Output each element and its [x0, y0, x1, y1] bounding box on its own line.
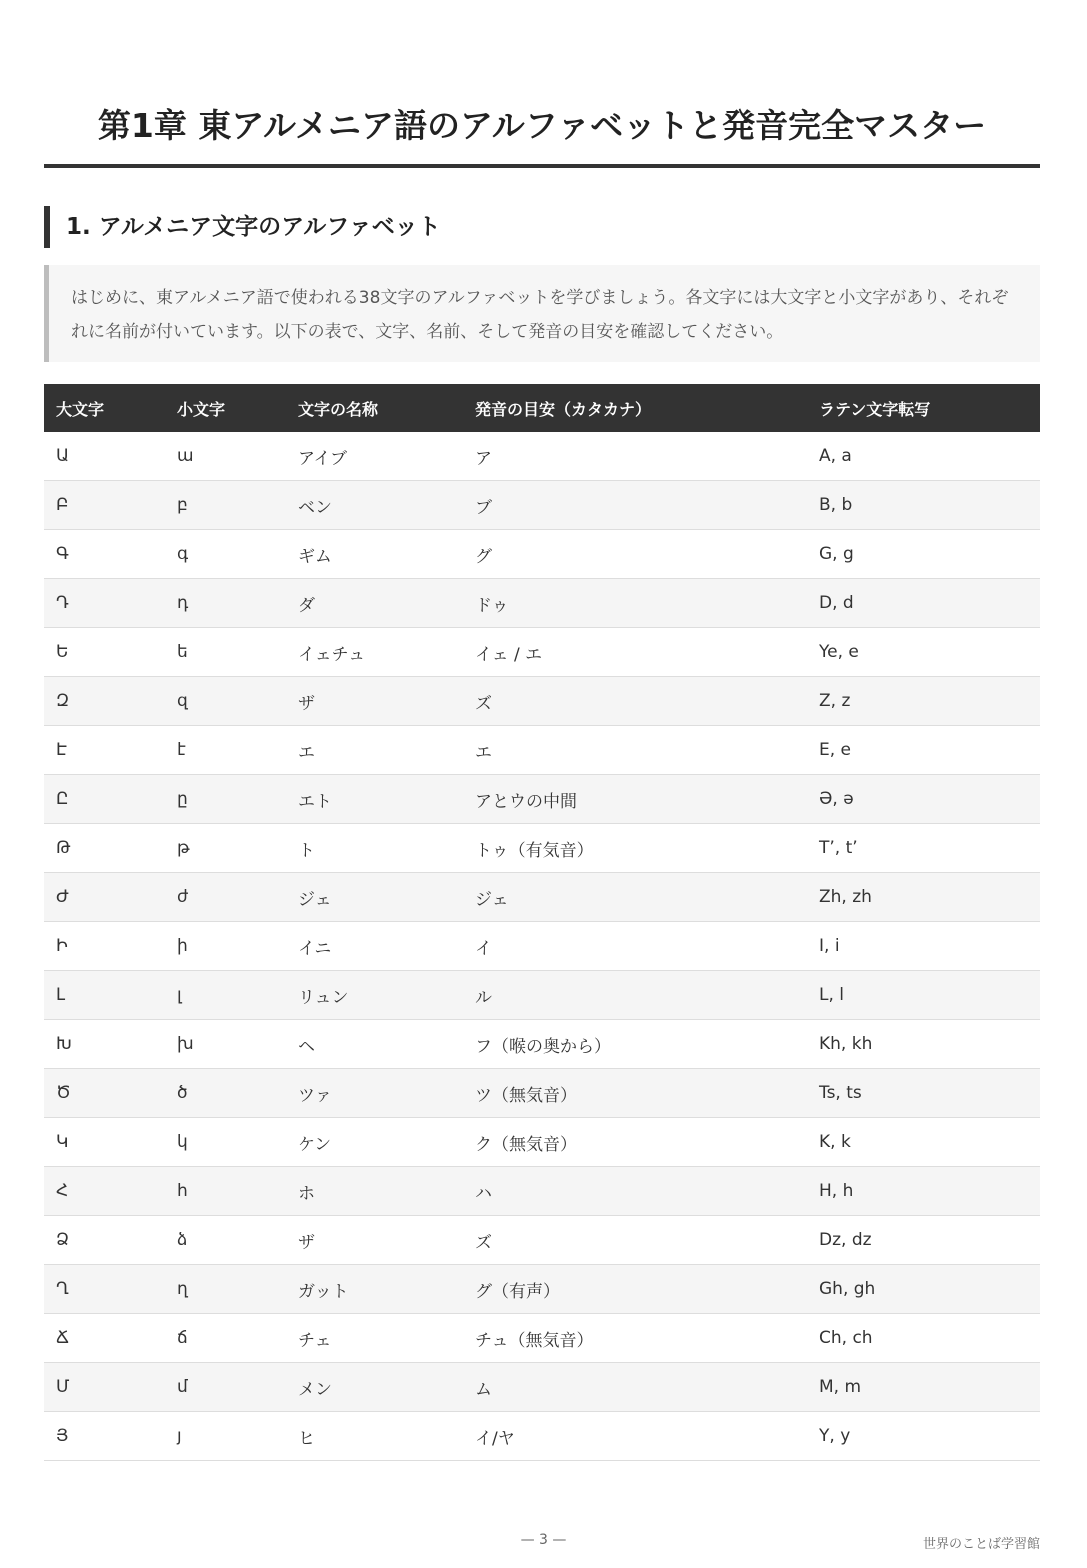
- cell-uppercase: Ժ: [44, 873, 165, 922]
- cell-uppercase: Է: [44, 726, 165, 775]
- cell-transliteration: Z, z: [807, 677, 1040, 726]
- cell-letter-name: ジェ: [286, 873, 463, 922]
- cell-transliteration: D, d: [807, 579, 1040, 628]
- cell-uppercase: Ծ: [44, 1069, 165, 1118]
- cell-pronunciation: ム: [463, 1363, 807, 1412]
- cell-pronunciation: ハ: [463, 1167, 807, 1216]
- cell-pronunciation: ツ（無気音）: [463, 1069, 807, 1118]
- cell-lowercase: լ: [165, 971, 286, 1020]
- cell-lowercase: ի: [165, 922, 286, 971]
- table-row: [44, 579, 1040, 628]
- cell-lowercase: խ: [165, 1020, 286, 1069]
- table-row: [44, 1118, 1040, 1167]
- cell-pronunciation: トゥ（有気音）: [463, 824, 807, 873]
- intro-note: はじめに、東アルメニア語で使われる38文字のアルファベットを学びましょう。各文字には大文字と小文字があり、それぞれに名前が付いています。以下の表で、文字、名前、そして発音の目安を確認してください。: [44, 265, 1040, 362]
- table-header-row: [44, 384, 1040, 432]
- table-row: [44, 873, 1040, 922]
- header-lowercase: 小文字: [177, 399, 226, 419]
- table-row: [44, 971, 1040, 1020]
- cell-letter-name: エト: [286, 775, 463, 824]
- table-row: [44, 775, 1040, 824]
- cell-pronunciation: ズ: [463, 1216, 807, 1265]
- cell-lowercase: դ: [165, 579, 286, 628]
- cell-lowercase: է: [165, 726, 286, 775]
- cell-transliteration: B, b: [807, 481, 1040, 530]
- cell-transliteration: Y, y: [807, 1412, 1040, 1461]
- cell-letter-name: ギム: [286, 530, 463, 579]
- header-transliteration: ラテン文字転写: [819, 399, 931, 419]
- cell-uppercase: Կ: [44, 1118, 165, 1167]
- cell-letter-name: ヒ: [286, 1412, 463, 1461]
- table-row: [44, 1216, 1040, 1265]
- cell-letter-name: ヘ: [286, 1020, 463, 1069]
- cell-lowercase: զ: [165, 677, 286, 726]
- cell-pronunciation: イェ / エ: [463, 628, 807, 677]
- cell-lowercase: ծ: [165, 1069, 286, 1118]
- cell-letter-name: ザ: [286, 1216, 463, 1265]
- cell-lowercase: հ: [165, 1167, 286, 1216]
- table-row: [44, 1265, 1040, 1314]
- header-letter-name: 文字の名称: [298, 399, 379, 419]
- cell-pronunciation: ア: [463, 432, 807, 481]
- cell-letter-name: イニ: [286, 922, 463, 971]
- cell-lowercase: բ: [165, 481, 286, 530]
- cell-lowercase: ը: [165, 775, 286, 824]
- table-row: [44, 432, 1040, 481]
- table-row: [44, 1314, 1040, 1363]
- cell-transliteration: K, k: [807, 1118, 1040, 1167]
- cell-lowercase: մ: [165, 1363, 286, 1412]
- table-row: [44, 530, 1040, 579]
- cell-uppercase: Յ: [44, 1412, 165, 1461]
- cell-uppercase: Ի: [44, 922, 165, 971]
- cell-transliteration: Ye, e: [807, 628, 1040, 677]
- cell-letter-name: ベン: [286, 481, 463, 530]
- cell-lowercase: ե: [165, 628, 286, 677]
- cell-lowercase: կ: [165, 1118, 286, 1167]
- cell-lowercase: ղ: [165, 1265, 286, 1314]
- cell-transliteration: T’, t’: [807, 824, 1040, 873]
- cell-uppercase: Ը: [44, 775, 165, 824]
- cell-uppercase: Ճ: [44, 1314, 165, 1363]
- table-row: [44, 726, 1040, 775]
- cell-letter-name: リュン: [286, 971, 463, 1020]
- cell-letter-name: ト: [286, 824, 463, 873]
- cell-letter-name: ザ: [286, 677, 463, 726]
- cell-lowercase: ճ: [165, 1314, 286, 1363]
- table-row: [44, 628, 1040, 677]
- cell-pronunciation: グ: [463, 530, 807, 579]
- table-row: [44, 1363, 1040, 1412]
- cell-pronunciation: フ（喉の奥から）: [463, 1020, 807, 1069]
- cell-letter-name: チェ: [286, 1314, 463, 1363]
- cell-pronunciation: ブ: [463, 481, 807, 530]
- table-row: [44, 481, 1040, 530]
- cell-letter-name: エ: [286, 726, 463, 775]
- cell-transliteration: E, e: [807, 726, 1040, 775]
- cell-transliteration: Kh, kh: [807, 1020, 1040, 1069]
- cell-pronunciation: エ: [463, 726, 807, 775]
- cell-pronunciation: ズ: [463, 677, 807, 726]
- cell-uppercase: Ա: [44, 432, 165, 481]
- cell-transliteration: Ts, ts: [807, 1069, 1040, 1118]
- cell-pronunciation: アとウの中間: [463, 775, 807, 824]
- cell-lowercase: ձ: [165, 1216, 286, 1265]
- cell-uppercase: Մ: [44, 1363, 165, 1412]
- cell-transliteration: Ch, ch: [807, 1314, 1040, 1363]
- cell-uppercase: Հ: [44, 1167, 165, 1216]
- page-number: — 3 —: [520, 1532, 567, 1548]
- cell-lowercase: թ: [165, 824, 286, 873]
- cell-pronunciation: グ（有声）: [463, 1265, 807, 1314]
- page: [44, 0, 1040, 1461]
- cell-transliteration: Gh, gh: [807, 1265, 1040, 1314]
- cell-transliteration: I, i: [807, 922, 1040, 971]
- cell-lowercase: ա: [165, 432, 286, 481]
- cell-transliteration: M, m: [807, 1363, 1040, 1412]
- cell-uppercase: Դ: [44, 579, 165, 628]
- cell-uppercase: Գ: [44, 530, 165, 579]
- table-row: [44, 824, 1040, 873]
- cell-uppercase: Թ: [44, 824, 165, 873]
- cell-pronunciation: ク（無気音）: [463, 1118, 807, 1167]
- publisher-name: 世界のことば学習館: [922, 1537, 1040, 1552]
- cell-uppercase: Լ: [44, 971, 165, 1020]
- cell-transliteration: G, g: [807, 530, 1040, 579]
- cell-uppercase: Ձ: [44, 1216, 165, 1265]
- cell-letter-name: ケン: [286, 1118, 463, 1167]
- cell-transliteration: A, a: [807, 432, 1040, 481]
- chapter-title: 第1章 東アルメニア語のアルファベットと発音完全マスター: [44, 0, 1040, 168]
- table-row: [44, 1167, 1040, 1216]
- cell-uppercase: Զ: [44, 677, 165, 726]
- cell-letter-name: ガット: [286, 1265, 463, 1314]
- cell-pronunciation: ジェ: [463, 873, 807, 922]
- table-row: [44, 1069, 1040, 1118]
- cell-lowercase: յ: [165, 1412, 286, 1461]
- table-body: [44, 432, 1040, 1461]
- cell-pronunciation: チュ（無気音）: [463, 1314, 807, 1363]
- cell-pronunciation: ル: [463, 971, 807, 1020]
- header-uppercase: 大文字: [56, 399, 105, 419]
- cell-pronunciation: イ: [463, 922, 807, 971]
- cell-transliteration: Ə, ə: [807, 775, 1040, 824]
- cell-uppercase: Խ: [44, 1020, 165, 1069]
- cell-letter-name: ツァ: [286, 1069, 463, 1118]
- cell-transliteration: H, h: [807, 1167, 1040, 1216]
- cell-letter-name: メン: [286, 1363, 463, 1412]
- cell-letter-name: アイブ: [286, 432, 463, 481]
- table-row: [44, 677, 1040, 726]
- cell-pronunciation: ドゥ: [463, 579, 807, 628]
- cell-letter-name: イェチュ: [286, 628, 463, 677]
- table-row: [44, 1020, 1040, 1069]
- table-row: [44, 922, 1040, 971]
- cell-uppercase: Ղ: [44, 1265, 165, 1314]
- alphabet-table: [44, 384, 1040, 1461]
- cell-letter-name: ダ: [286, 579, 463, 628]
- cell-transliteration: L, l: [807, 971, 1040, 1020]
- cell-pronunciation: イ/ヤ: [463, 1412, 807, 1461]
- cell-uppercase: Բ: [44, 481, 165, 530]
- section-title: 1. アルメニア文字のアルファベット: [44, 206, 1040, 248]
- cell-lowercase: գ: [165, 530, 286, 579]
- cell-transliteration: Dz, dz: [807, 1216, 1040, 1265]
- cell-lowercase: ժ: [165, 873, 286, 922]
- table-row: [44, 1412, 1040, 1461]
- header-pronunciation: 発音の目安（カタカナ）: [475, 399, 652, 419]
- cell-uppercase: Ե: [44, 628, 165, 677]
- cell-transliteration: Zh, zh: [807, 873, 1040, 922]
- cell-letter-name: ホ: [286, 1167, 463, 1216]
